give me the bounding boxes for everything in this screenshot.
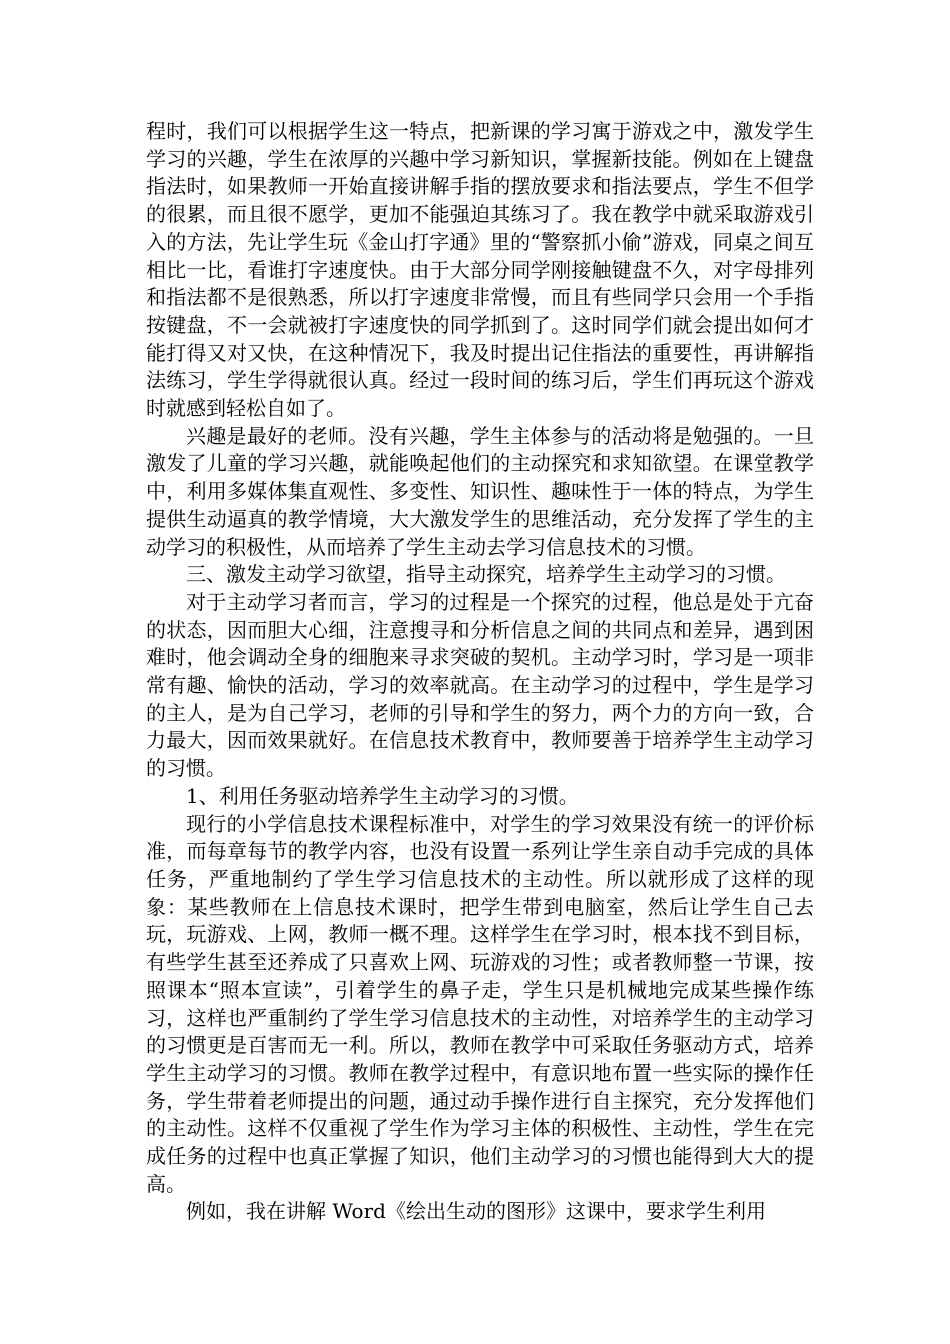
- paragraph-6: 现行的小学信息技术课程标准中，对学生的学习效果没有统一的评价标准，而每章每节的教学内容，也没有设置一系列让学生亲自动手完成的具体任务，严重地制约了学生学习信息技术的主动性。所以就形成了这样的现象：某些教师在上信息技术课时，把学生带到电脑室，然后让学生自己去玩，玩游戏、上网，教师一概不理。这样学生在学习时，根本找不到目标，有些学生甚至还养成了只喜欢上网、玩游戏的习性；或者教师整一节课，按照课本“照本宣读”，引着学生的鼻子走，学生只是机械地完成某些操作练习，这样也严重制约了学生学习信息技术的主动性，对培养学生的主动学习的习惯更是百害而无一利。所以，教师在教学中可采取任务驱动方式，培养学生主动学习的习惯。教师在教学过程中，有意识地布置一些实际的操作任务，学生带着老师提出的问题，通过动手操作进行自主探究，充分发挥他们的主动性。这样不仅重视了学生作为学习主体的积极性、主动性，学生在完成任务的过程中也真正掌握了知识，他们主动学习的习惯也能得到大大的提高。: [146, 811, 814, 1196]
- paragraph-7: 例如，我在讲解 Word《绘出生动的图形》这课中，要求学生利用: [186, 1199, 766, 1224]
- paragraph-2: 兴趣是最好的老师。没有兴趣，学生主体参与的活动将是勉强的。一旦激发了儿童的学习兴趣，就能唤起他们的主动探究和求知欲望。在课堂教学中，利用多媒体集直观性、多变性、知识性、趣味性于一体的特点，为学生提供生动逼真的教学情境，大大激发学生的思维活动，充分发挥了学生的主动学习的积极性，从而培养了学生主动去学习信息技术的习惯。: [146, 423, 814, 559]
- body-text: [146, 118, 814, 1226]
- paragraph-4: 对于主动学习者而言，学习的过程是一个探究的过程，他总是处于亢奋的状态，因而胆大心细，注意搜寻和分析信息之间的共同点和差异，遇到困难时，他会调动全身的细胞来寻求突破的契机。主动学习时，学习是一项非常有趣、愉快的活动，学习的效率就高。在主动学习的过程中，学生是学习的主人，是为自己学习，老师的引导和学生的努力，两个力的方向一致，合力最大，因而效果就好。在信息技术教育中，教师要善于培养学生主动学习的习惯。: [146, 589, 814, 781]
- subheading-1: 1、利用任务驱动培养学生主动学习的习惯。: [186, 783, 579, 808]
- section-heading-3: 三、激发主动学习欲望，指导主动探究，培养学生主动学习的习惯。: [186, 562, 786, 587]
- paragraph-1: 程时，我们可以根据学生这一特点，把新课的学习寓于游戏之中，激发学生学习的兴趣，学生在浓厚的兴趣中学习新知识，掌握新技能。例如在上键盘指法时，如果教师一开始直接讲解手指的摆放要求和指法要点，学生不但学的很累，而且很不愿学，更加不能强迫其练习了。我在教学中就采取游戏引入的方法，先让学生玩《金山打字通》里的“警察抓小偷”游戏，同桌之间互相比一比，看谁打字速度快。由于大部分同学刚接触键盘不久，对字母排列和指法都不是很熟悉，所以打字速度非常慢，而且有些同学只会用一个手指按键盘，不一会就被打字速度快的同学抓到了。这时同学们就会提出如何才能打得又对又快，在这种情况下，我及时提出记住指法的重要性，再讲解指法练习，学生学得就很认真。经过一段时间的练习后，学生们再玩这个游戏时就感到轻松自如了。: [146, 119, 814, 421]
